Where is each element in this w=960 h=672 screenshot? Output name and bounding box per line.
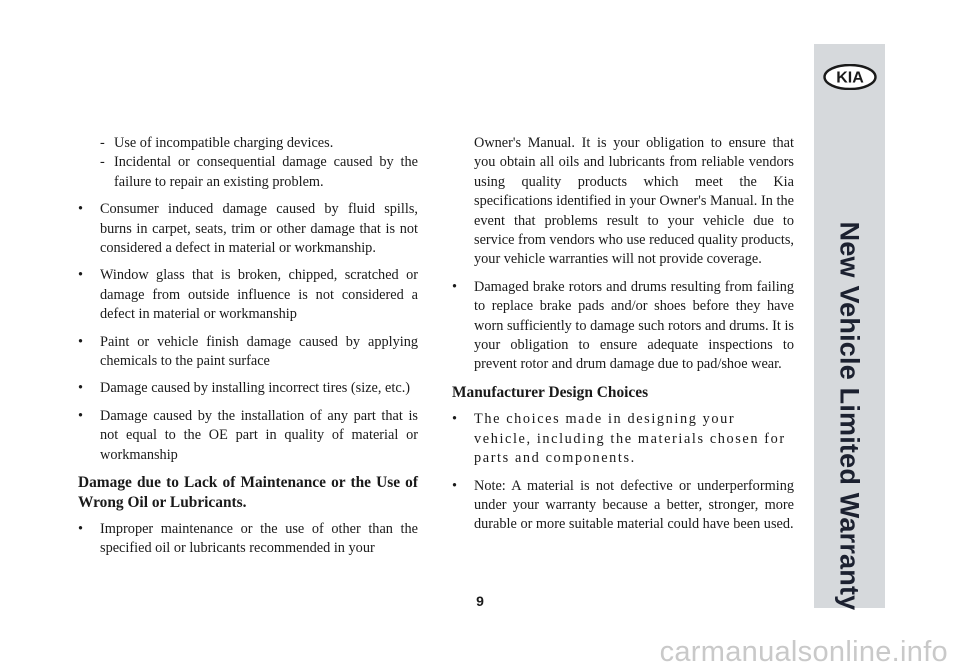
- dash-item-text: Incidental or consequential damage caused by the failure to repair an existing problem.: [114, 154, 418, 190]
- bullet-text: Consumer induced damage caused by fluid spills, burns in carpet, seats, trim or other damage that is not considered a defect in material or workmanship.: [100, 201, 418, 257]
- bullet-mark: •: [452, 477, 458, 494]
- dash-item: [78, 153, 418, 192]
- bullet-mark: •: [78, 333, 84, 350]
- page-number: 9: [476, 593, 484, 609]
- dash-mark: -: [100, 135, 105, 151]
- bullet-mark: •: [452, 278, 458, 295]
- bullet-item: [452, 477, 794, 535]
- bullet-item: [452, 410, 794, 468]
- bullet-text: Note: A material is not defective or underperforming under your warranty because a better, stronger, more durable or more suitable material could have been used.: [474, 477, 794, 533]
- bullet-item: [78, 333, 418, 372]
- bullet-text: Damaged brake rotors and drums resulting from failing to replace brake pads and/or shoes before they have worn sufficiently to damage such rotors and drums. It is your obligation to ensure adequate inspections to prevent rotor and drum damage due to pad/shoe wear.: [474, 278, 794, 373]
- bullet-mark: •: [452, 411, 459, 428]
- section-heading: Manufacturer Design Choices: [452, 383, 649, 401]
- left-column: [78, 134, 418, 567]
- right-column: [452, 134, 794, 543]
- continued-paragraph: Owner's Manual. It is your obligation to ensure that you obtain all oils and lubricants from reliable vendors using quality products which meet the Kia specifications identified in your Owner's Manual. In the event that problems result to your vehicle due to service from vendors who use reduced quality products, your vehicle warranties will not provide coverage.: [474, 135, 794, 268]
- bullet-mark: •: [78, 201, 84, 218]
- dash-item: [78, 134, 418, 153]
- logo-text: KIA: [836, 69, 864, 87]
- bullet-text: Window glass that is broken, chipped, scratched or damage from outside influence is not considered a defect in material or workmanship: [100, 267, 418, 323]
- dash-mark: -: [100, 154, 105, 171]
- side-tab-title: New Vehicle Limited Warranty: [834, 221, 865, 611]
- bullet-text: Paint or vehicle finish damage caused by applying chemicals to the paint surface: [100, 333, 418, 370]
- kia-logo: [823, 64, 877, 90]
- bullet-item: [78, 266, 418, 324]
- bullet-item: [452, 278, 794, 375]
- bullet-text: The choices made in designing your vehicle, including the materials chosen for parts and components.: [474, 411, 786, 467]
- bullet-mark: •: [78, 267, 84, 284]
- bullet-item: [78, 379, 418, 398]
- bullet-text: Improper maintenance or the use of other than the specified oil or lubricants recommended in your: [100, 520, 418, 557]
- bullet-item: [78, 200, 418, 258]
- bullet-item: [78, 407, 418, 465]
- bullet-mark: •: [78, 520, 84, 537]
- bullet-item: [78, 520, 418, 559]
- section-heading: Damage due to Lack of Maintenance or the Use of Wrong Oil or Lubricants.: [78, 474, 418, 511]
- bullet-mark: •: [78, 407, 84, 424]
- bullet-text: Damage caused by installing incorrect tires (size, etc.): [100, 380, 411, 397]
- bullet-text: Damage caused by the installation of any part that is not equal to the OE part in quality of material or workmanship: [100, 407, 418, 463]
- bullet-mark: •: [78, 380, 84, 397]
- side-tab: [814, 44, 885, 611]
- watermark: carmanualsonline.info: [659, 636, 948, 668]
- dash-item-text: Use of incompatible charging devices.: [114, 135, 334, 151]
